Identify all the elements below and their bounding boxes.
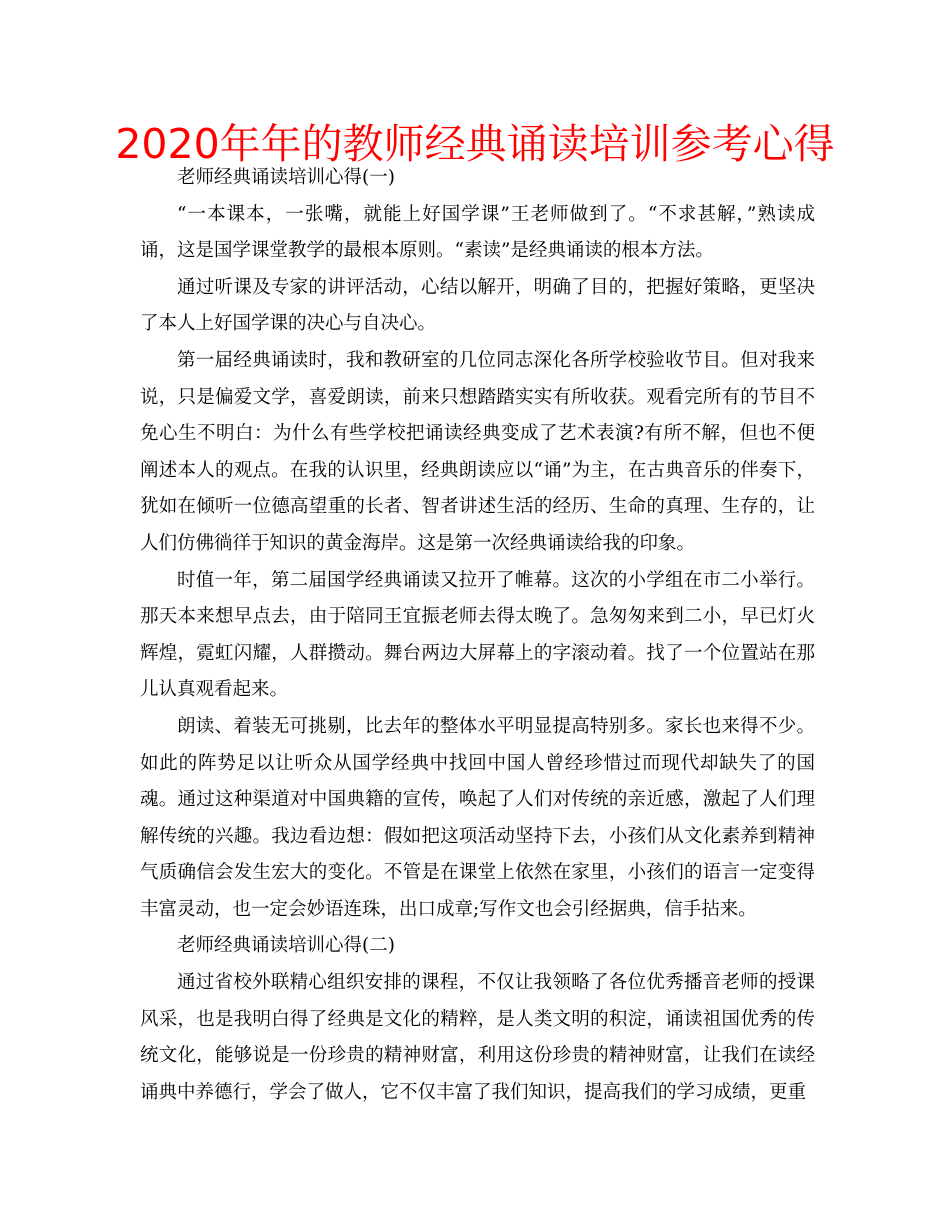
document-title: 2020年年的教师经典诵读培训参考心得	[115, 120, 835, 168]
section-heading-2: 老师经典诵读培训心得(二)	[177, 935, 395, 957]
paragraph: 朗读、着装无可挑剔，比去年的整体水平明显提高特别多。家长也来得不少。如此的阵势足以让听众从国学经典中找回中国人曾经珍惜过而现代却缺失了的国魂。通过这种渠道对中国典籍的宣传，唤起了人们对传统的亲近感，激起了人们理解传统的兴趣。我边看边想：假如把这项活动坚持下去，小孩们从文化素养到精神气质确信会发生宏大的变化。不管是在课堂上依然在家里，小孩们的语言一定变得丰富灵动，也一定会妙语连珠，出口成章;写作文也会引经据典，信手拈来。	[140, 715, 815, 920]
section-heading-1: 老师经典诵读培训心得(一)	[177, 167, 395, 188]
paragraph: 通过省校外联精心组织安排的课程，不仅让我领略了各位优秀播音老师的授课风采，也是我明白得了经典是文化的精粹，是人类文明的积淀，诵读祖国优秀的传统文化，能够说是一份珍贵的精神财富，利用这份珍贵的精神财富，让我们在读经诵典中养德行，学会了做人，它不仅丰富了我们知识，提高我们的学习成绩，更重	[140, 972, 815, 1103]
paragraph: “一本课本，一张嘴，就能上好国学课”王老师做到了。“不求甚解，”熟读成诵，这是国学课堂教学的最根本原则。“素读”是经典诵读的根本方法。	[140, 203, 815, 262]
paragraph: 时值一年，第二届国学经典诵读又拉开了帷幕。这次的小学组在市二小举行。那天本来想早点去，由于陪同王宜振老师去得太晚了。急匆匆来到二小，早已灯火辉煌，霓虹闪耀，人群攒动。舞台两边大屏幕上的字滚动着。找了一个位置站在那儿认真观看起来。	[140, 569, 815, 701]
paragraph: 第一届经典诵读时，我和教研室的几位同志深化各所学校验收节目。但对我来说，只是偏爱文学，喜爱朗读，前来只想踏踏实实有所收获。观看完所有的节目不免心生不明白：为什么有些学校把诵读经典变成了艺术表演?有所不解，但也不便阐述本人的观点。在我的认识里，经典朗读应以“诵”为主，在古典音乐的伴奏下，犹如在倾听一位德高望重的长者、智者讲述生活的经历、生命的真理、生存的，让人们仿佛徜徉于知识的黄金海岸。这是第一次经典诵读给我的印象。	[140, 349, 815, 554]
paragraph: 通过听课及专家的讲评活动，心结以解开，明确了目的，把握好策略，更坚决了本人上好国学课的决心与自决心。	[140, 276, 815, 335]
document-body	[140, 160, 815, 1111]
